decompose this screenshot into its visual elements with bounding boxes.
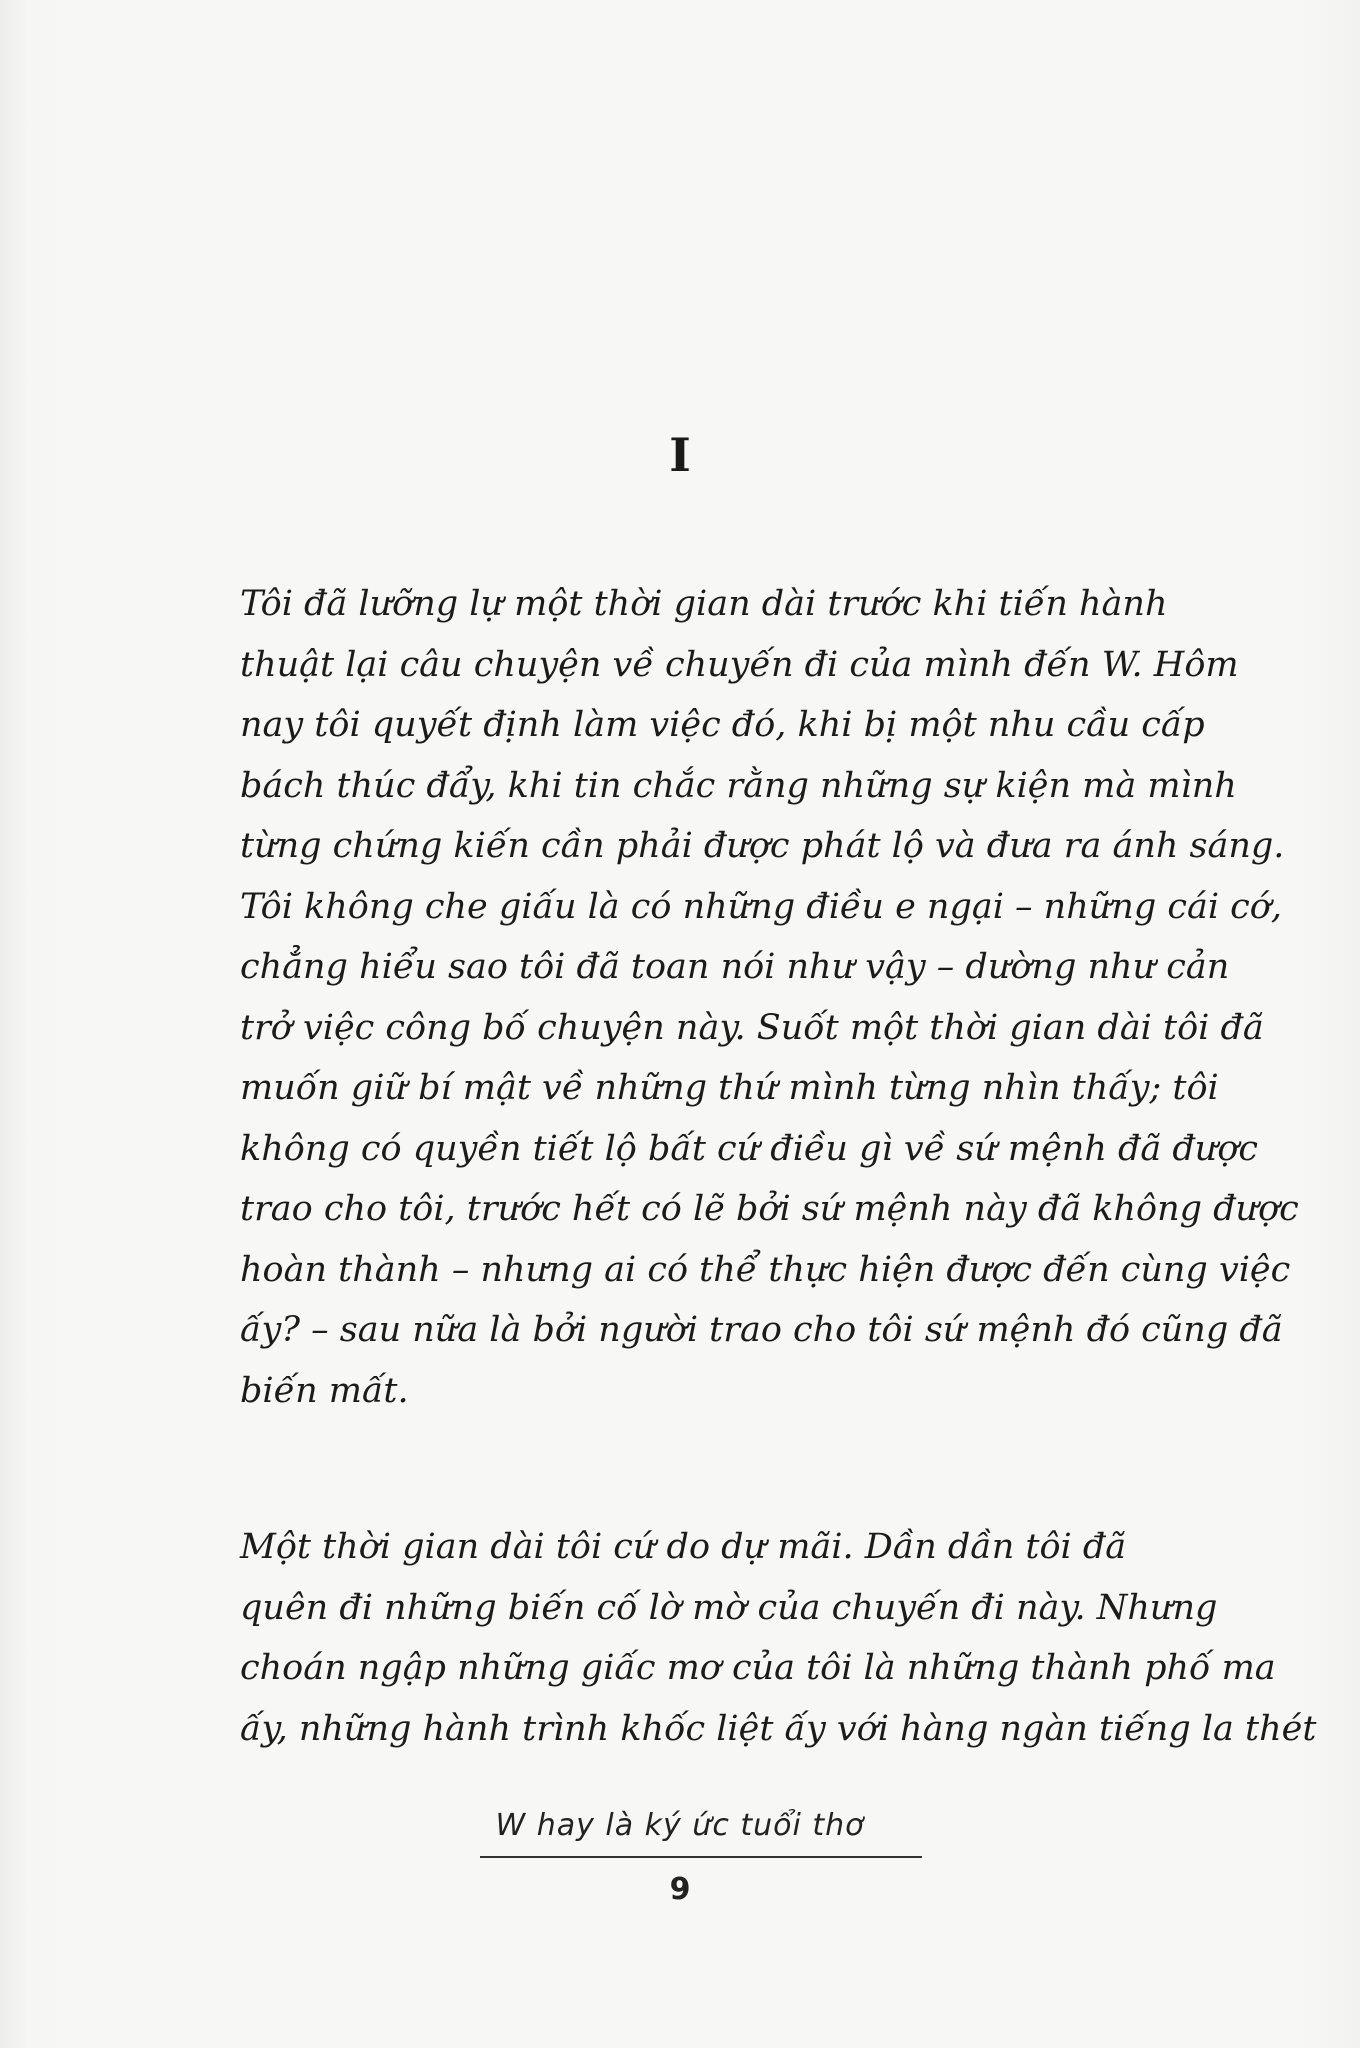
text-line: ấy, những hành trình khốc liệt ấy với hàng ngàn tiếng la thét: [240, 1708, 1317, 1749]
footer-divider: [480, 1856, 922, 1858]
text-line: choán ngập những giấc mơ của tôi là những thành phố ma: [240, 1648, 1276, 1688]
text-line: hoàn thành – nhưng ai có thể thực hiện được đến cùng việc: [240, 1249, 1291, 1290]
text-line: nay tôi quyết định làm việc đó, khi bị một nhu cầu cấp: [240, 705, 1205, 745]
text-line: thuật lại câu chuyện về chuyến đi của mình đến W. Hôm: [240, 644, 1239, 685]
text-line: trở việc công bố chuyện này. Suốt một thời gian dài tôi đã: [240, 1007, 1264, 1048]
text-line: Tôi không che giấu là có những điều e ngại – những cái cớ,: [240, 886, 1282, 927]
text-line: muốn giữ bí mật về những thứ mình từng nhìn thấy; tôi: [240, 1068, 1219, 1108]
running-footer-title: W hay là ký ức tuổi thơ: [495, 1808, 865, 1843]
paragraph-1: [160, 574, 1299, 1421]
paragraph-2: [160, 1517, 1317, 1759]
chapter-numeral: I: [669, 428, 691, 482]
page-number: 9: [669, 1872, 691, 1907]
text-line: trao cho tôi, trước hết có lẽ bởi sứ mệnh này đã không được: [240, 1189, 1299, 1229]
text-line: bách thúc đẩy, khi tin chắc rằng những sự kiện mà mình: [240, 765, 1237, 806]
text-line: biến mất.: [240, 1370, 409, 1411]
text-line: Tôi đã lưỡng lự một thời gian dài trước khi tiến hành: [240, 584, 1168, 624]
text-line: không có quyền tiết lộ bất cứ điều gì về sứ mệnh đã được: [240, 1128, 1259, 1169]
text-line: quên đi những biến cố lờ mờ của chuyến đi này. Nhưng: [240, 1587, 1218, 1628]
text-line: Một thời gian dài tôi cứ do dự mãi. Dần dần tôi đã: [240, 1527, 1127, 1567]
text-line: ấy? – sau nữa là bởi người trao cho tôi sứ mệnh đó cũng đã: [240, 1310, 1283, 1350]
text-line: từng chứng kiến cần phải được phát lộ và đưa ra ánh sáng.: [240, 826, 1285, 866]
text-line: chẳng hiểu sao tôi đã toan nói như vậy – dường như cản: [240, 947, 1230, 987]
